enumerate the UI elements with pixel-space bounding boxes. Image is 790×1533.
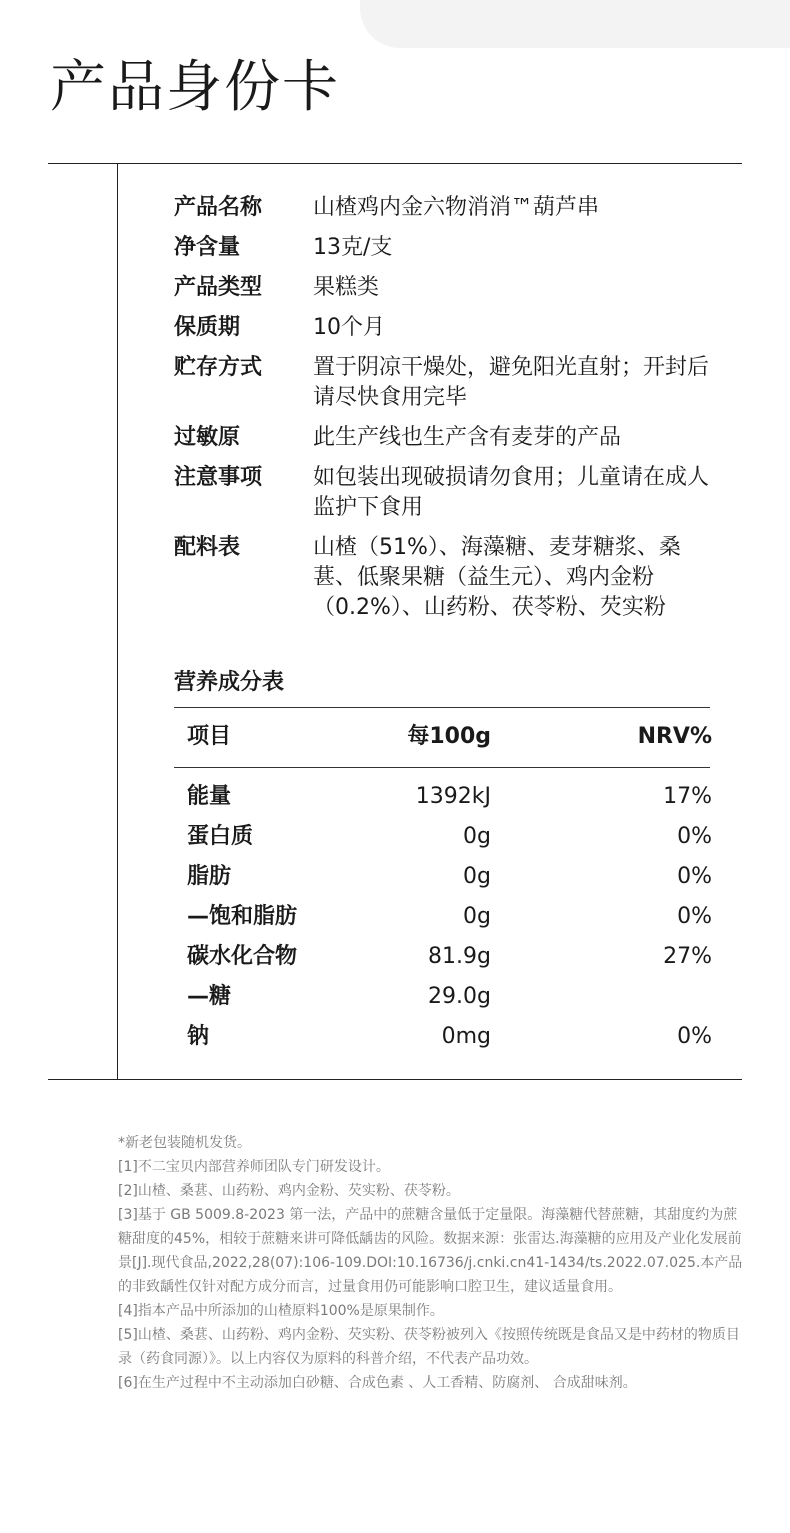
nutrient-name: —饱和脂肪 (187, 904, 298, 929)
nutrient-name: 钠 (187, 1024, 210, 1049)
footnote-1: [1]不二宝贝内部营养师团队专门研发设计。 (118, 1159, 390, 1175)
nutrition-header-row (187, 721, 712, 753)
info-row-storage (174, 353, 734, 413)
nutrient-per-100g: 0mg (441, 1024, 491, 1049)
nutrient-per-100g: 1392kJ (415, 784, 491, 809)
nutrition-top-line (174, 707, 710, 708)
nutrient-per-100g: 81.9g (428, 944, 491, 969)
vertical-divider (117, 163, 118, 1080)
info-value: 13克/支 (313, 235, 393, 260)
table-row (187, 781, 712, 813)
column-header-per-100g: 每100g (407, 724, 491, 749)
info-value: 山楂鸡内金六物消消™葫芦串 (313, 195, 600, 220)
table-row (187, 1021, 712, 1053)
info-label: 产品类型 (174, 275, 263, 300)
footnote-3: [3]基于 GB 5009.8-2023 第一法，产品中的蔗糖含量低于定量限。海藻糖代替蔗糖，其甜度约为蔗糖甜度的45%，相较于蔗糖来讲可降低龋齿的风险。数据来源：张雷达.海藻糖的应用及产业化发展前景[J].现代食品,2022,28(07):106-109.DOI:10.16736/j.cnki.cn41-1434/ts.2022.07.025.本产品的非致龋性仅针对配方成分而言，过量食用仍可能影响口腔卫生，建议适量食用。 (118, 1207, 743, 1295)
nutrient-per-100g: 0g (463, 864, 491, 889)
nutrient-name: —糖 (187, 984, 232, 1009)
info-value: 果糕类 (313, 275, 380, 300)
info-label: 过敏原 (174, 425, 241, 450)
nutrient-nrv: 0% (677, 904, 712, 929)
nutrient-nrv: 17% (663, 784, 712, 809)
info-label: 注意事项 (174, 465, 263, 490)
nutrient-name: 脂肪 (187, 864, 232, 889)
info-value: 10个月 (313, 315, 385, 340)
nutrient-nrv: 27% (663, 944, 712, 969)
nutrient-per-100g: 0g (463, 904, 491, 929)
nutrient-per-100g: 29.0g (428, 984, 491, 1009)
footnote-packaging: *新老包装随机发货。 (118, 1135, 251, 1151)
info-row-type (174, 273, 734, 303)
info-row-net-content (174, 233, 734, 263)
info-label: 配料表 (174, 535, 241, 560)
info-label: 贮存方式 (174, 355, 263, 380)
footnotes (118, 1131, 748, 1395)
nutrient-name: 能量 (187, 784, 232, 809)
info-row-shelf-life (174, 313, 734, 343)
table-row (187, 941, 712, 973)
info-value: 山楂（51%）、海藻糖、麦芽糖浆、桑葚、低聚果糖（益生元）、鸡内金粉（0.2%）、山药粉、茯苓粉、芡实粉 (313, 535, 681, 620)
column-header-item: 项目 (187, 724, 232, 749)
footnote-2: [2]山楂、桑葚、山药粉、鸡内金粉、芡实粉、茯苓粉。 (118, 1183, 460, 1199)
table-row (187, 861, 712, 893)
info-row-allergen (174, 423, 734, 453)
footnote-5: [5]山楂、桑葚、山药粉、鸡内金粉、芡实粉、茯苓粉被列入《按照传统既是食品又是中药材的物质目录（药食同源）》。以上内容仅为原料的科普介绍，不代表产品功效。 (118, 1327, 740, 1367)
footnote-4: [4]指本产品中所添加的山楂原料100%是原果制作。 (118, 1303, 444, 1319)
decorative-corner-shape (360, 0, 790, 48)
column-header-nrv: NRV% (637, 724, 712, 749)
product-info-list (174, 193, 734, 633)
nutrient-name: 蛋白质 (187, 824, 254, 849)
info-row-ingredients (174, 533, 734, 623)
table-row (187, 981, 712, 1013)
table-row (187, 821, 712, 853)
info-label: 净含量 (174, 235, 241, 260)
info-label: 保质期 (174, 315, 241, 340)
nutrient-nrv: 0% (677, 864, 712, 889)
nutrient-name: 碳水化合物 (187, 944, 298, 969)
info-value: 如包装出现破损请勿食用；儿童请在成人监护下食用 (313, 465, 710, 520)
info-label: 产品名称 (174, 195, 263, 220)
info-row-notice (174, 463, 734, 523)
info-value: 此生产线也生产含有麦芽的产品 (313, 425, 622, 450)
info-row-name (174, 193, 734, 223)
page-title: 产品身份卡 (50, 55, 340, 120)
nutrient-nrv: 0% (677, 824, 712, 849)
table-row (187, 901, 712, 933)
info-value: 置于阴凉干燥处，避免阳光直射；开封后请尽快食用完毕 (313, 355, 710, 410)
nutrient-nrv: 0% (677, 1024, 712, 1049)
nutrient-per-100g: 0g (463, 824, 491, 849)
bottom-divider (48, 1079, 742, 1080)
nutrition-header-line (174, 767, 710, 768)
top-divider (48, 163, 742, 164)
nutrition-heading: 营养成分表 (174, 670, 285, 695)
footnote-6: [6]在生产过程中不主动添加白砂糖、合成色素 、人工香精、防腐剂、 合成甜味剂。 (118, 1375, 637, 1391)
